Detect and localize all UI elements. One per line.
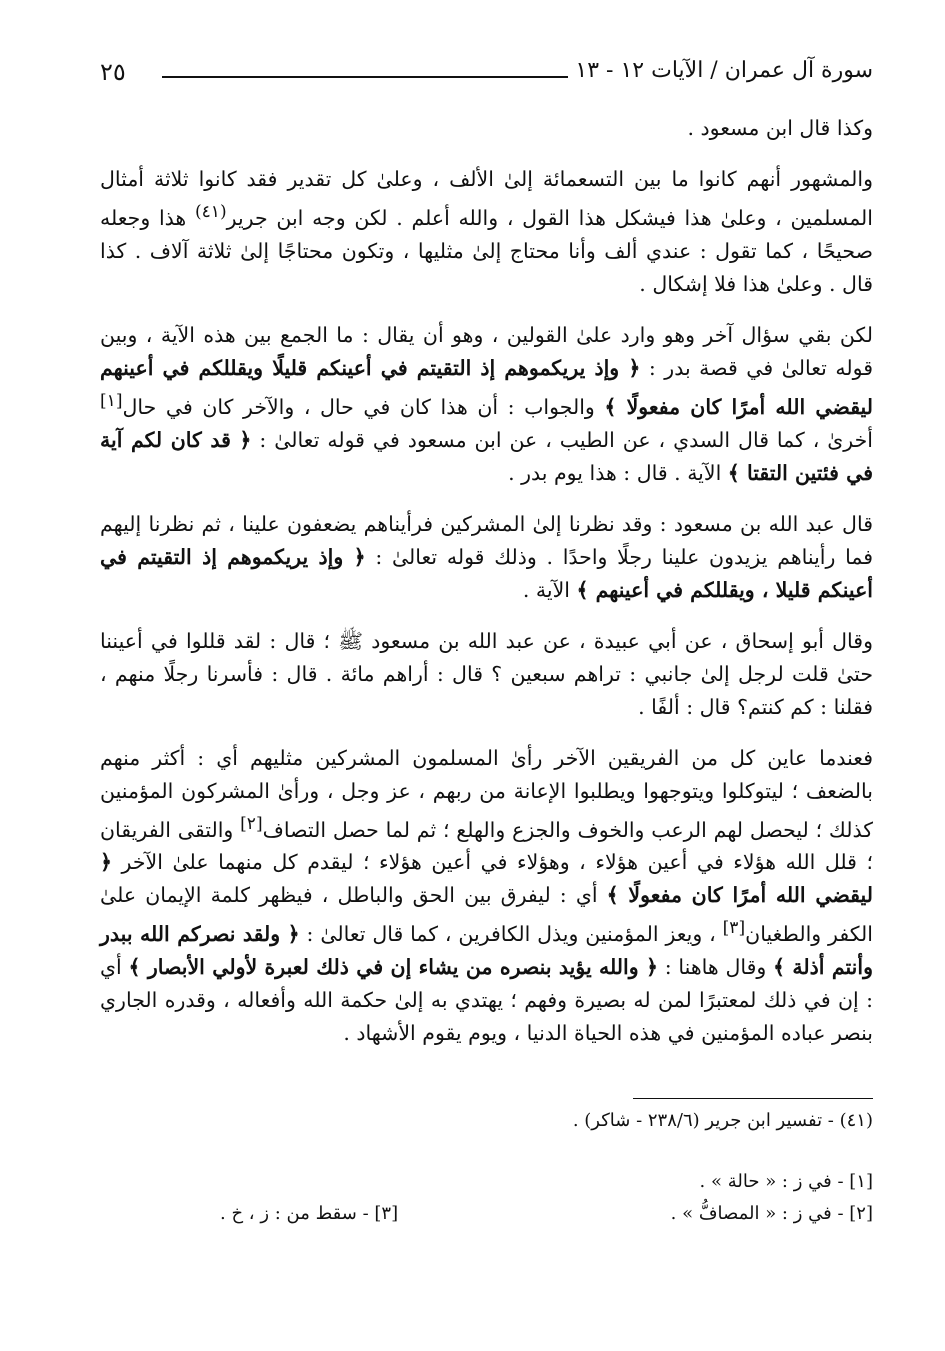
quran-verse: ﴿ قد كان لكم آية في فئتين التقتا ﴾	[100, 427, 873, 485]
quran-verse: ﴿ وإذ يريكموهم إذ التقيتم في أعينكم قليلًا ويقللكم في أعينهم ليقضي الله أمرًا كان مفعولًا ﴾	[100, 355, 873, 419]
text-run: والجواب : أن هذا كان في حال ، والآخر كان في حال	[122, 394, 605, 419]
text-run: هذا وجعله صحيحًا ، كما تقول : عندي ألف وأنا محتاج إلىٰ مثليها ، وتكون محتاجًا إلىٰ ثلاثة آلاف . كذا قال . وعلىٰ هذا فلا إشكال .	[100, 205, 873, 296]
footnote-marker: [١]	[100, 390, 123, 411]
paragraph	[100, 625, 873, 724]
text-run: وقال هاهنا :	[658, 955, 774, 980]
text-run: قال عبد الله بن مسعود : وقد نظرنا إلىٰ المشركين فرأيناهم يضعفون علينا ، ثم نظرنا إليهم فما رأيناهم يزيدون علينا رجلًا واحدًا . وذلك قوله تعالىٰ :	[100, 511, 873, 569]
paragraph	[100, 112, 873, 145]
footnote-marker: [٢]	[240, 813, 263, 834]
quran-verse: ﴿ وإذ يريكموهم إذ التقيتم في أعينكم قليلا ، ويقللكم في أعينهم ﴾	[100, 544, 873, 602]
paragraph	[100, 163, 873, 301]
page-header	[100, 58, 873, 98]
text-run: ، ويعز المؤمنين ويذل الكافرين ، كما قال تعالىٰ :	[299, 922, 723, 947]
footnote-rule	[633, 1098, 873, 1099]
text-run: والتقى الفريقان ؛ قلل الله هؤلاء في أعين هؤلاء ، وهؤلاء في أعين هؤلاء ؛ ليقدم كل منهما علىٰ الآخر	[100, 817, 873, 875]
source-footnote: (٤١) - تفسير ابن جرير (٢٣٨/٦ - شاكر) .	[572, 1110, 873, 1131]
paragraph	[100, 319, 873, 490]
text-run: والمشهور أنهم كانوا ما بين التسعمائة إلىٰ الألف ، وعلىٰ كل تقدير فقد كانوا ثلاثة أمثال المسلمين ، وعلىٰ هذا فيشكل هذا القول ، والله أعلم . لكن وجه ابن جرير	[100, 167, 873, 230]
text-run: أخرىٰ ، كما قال السدي ، عن الطيب ، عن ابن مسعود في قوله تعالىٰ :	[251, 427, 873, 452]
text-run: أي : إن في ذلك لمعتبرًا لمن له بصيرة وفهم ؛ يهتدي به إلىٰ حكمة الله وأفعاله ، وقدره الجاري بنصر عباده المؤمنين في هذه الحياة الدنيا ، ويوم يقوم الأشهاد .	[100, 955, 873, 1046]
running-title: سورة آل عمران / الآيات ١٢ - ١٣	[575, 58, 873, 83]
quran-verse: ﴿ والله يؤيد بنصره من يشاء إن في ذلك لعبرة لأولي الأبصار ﴾	[128, 955, 659, 980]
note-3: [٣] - سقط من : ز ، خ .	[220, 1203, 399, 1224]
text-run: فعندما عاين كل من الفريقين الآخر رأىٰ المسلمون المشركين مثليهم أي : أكثر منهم بالضعف ؛ ليتوكلوا ويتوجهوا ويطلبوا الإعانة من ربهم ، عز وجل ، ورأىٰ المشركون المؤمنين كذلك ؛ ليحصل لهم الرعب والخوف والجزع والهلع ؛ ثم لما حصل التصاف	[100, 745, 873, 842]
footnote-marker: (٤١)	[194, 202, 227, 222]
main-text	[100, 112, 873, 1068]
quran-verse: ﴿ ولقد نصركم الله ببدر وأنتم أذلة ﴾	[100, 922, 873, 980]
note-1: [١] - في ز : « حالة » .	[699, 1171, 873, 1192]
text-run: وقال أبو إسحاق ، عن أبي عبيدة ، عن عبد الله بن مسعود ﷺ ؛ قال : لقد قللوا في أعيننا حتىٰ قلت لرجل إلىٰ جانبي : تراهم سبعين ؟ قال : أراهم مائة . قال : فأسرنا رجلًا منهم ، فقلنا : كم كنتم؟ قال : ألفًا .	[100, 628, 873, 719]
quran-verse: ﴿ ليقضي الله أمرًا كان مفعولًا ﴾	[100, 850, 873, 908]
text-run: الآية . قال : هذا يوم بدر .	[508, 460, 728, 485]
paragraph	[100, 742, 873, 1051]
paragraph	[100, 508, 873, 607]
manuscript-notes	[220, 1166, 873, 1230]
page-number: ٢٥	[100, 58, 126, 86]
footnote-marker: [٣]	[722, 918, 746, 939]
text-run: الآية .	[522, 577, 577, 602]
text-run: لكن بقي سؤال آخر وهو وارد علىٰ القولين ، وهو أن يقال : ما الجمع بين هذه الآية ، وبين قوله تعالىٰ في قصة بدر :	[100, 322, 873, 380]
note-2: [٢] - في ز : « المصافُّ » .	[670, 1203, 873, 1224]
header-rule	[162, 76, 568, 78]
text-run: وكذا قال ابن مسعود .	[687, 116, 873, 140]
text-run: أي : ليفرق بين الحق والباطل ، فيظهر كلمة الإيمان علىٰ الكفر والطغيان	[100, 883, 873, 947]
